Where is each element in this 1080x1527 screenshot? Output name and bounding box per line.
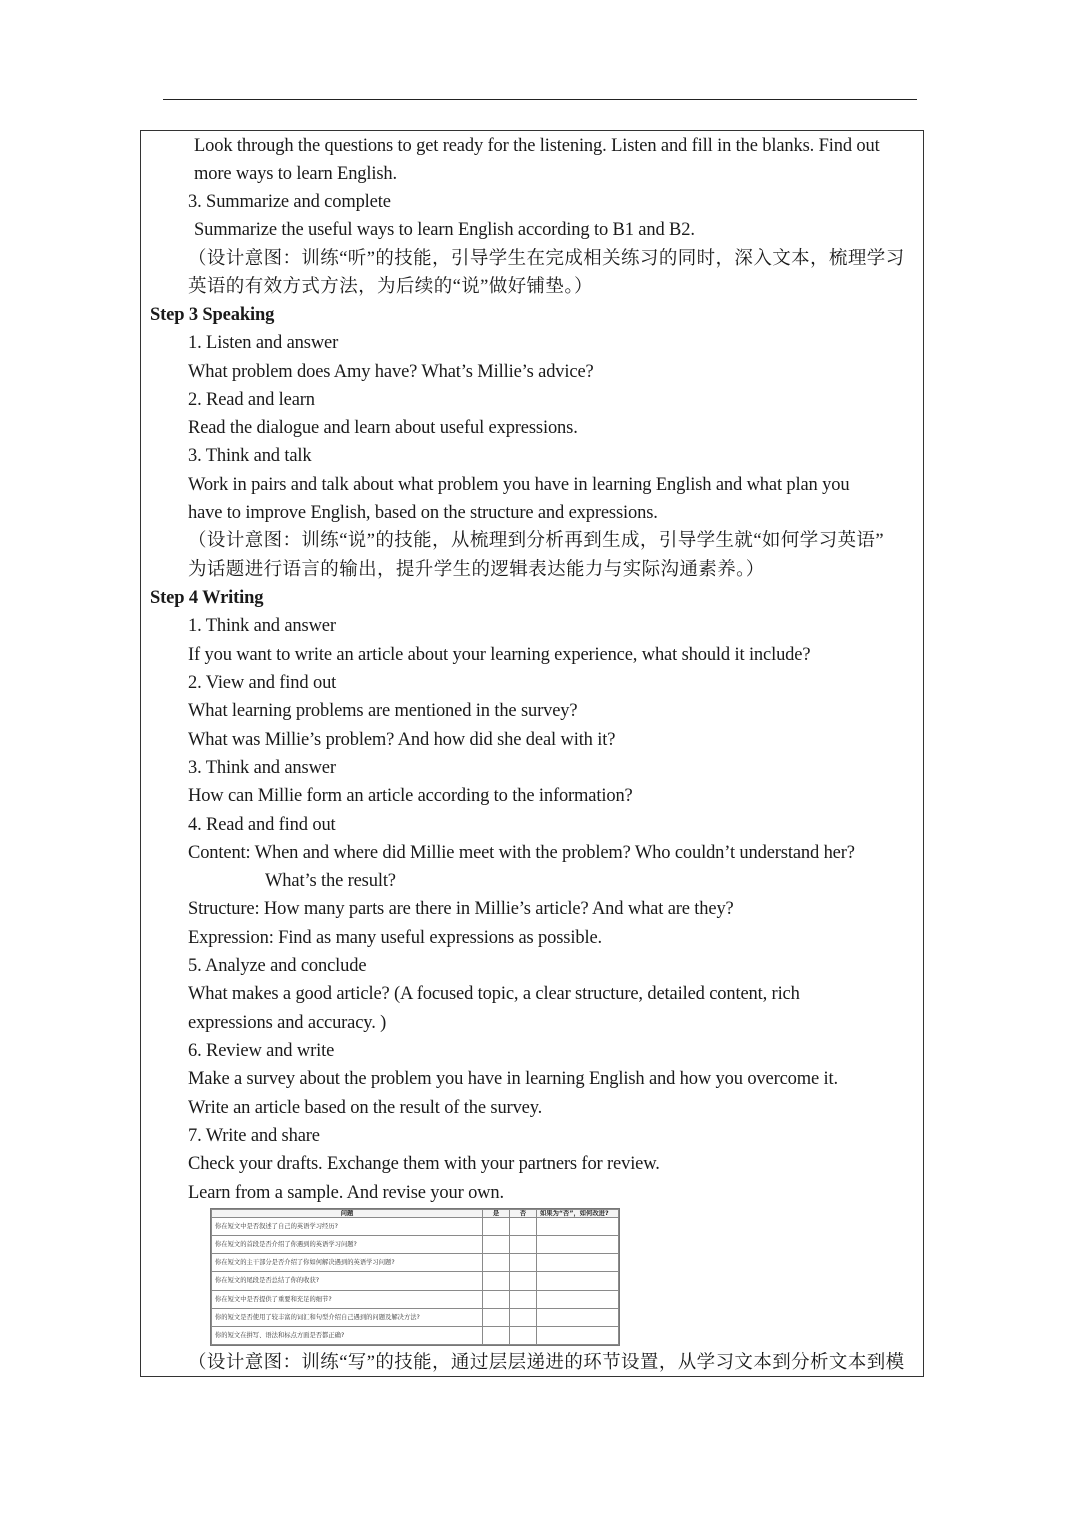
text-line: Learn from a sample. And revise your own. [188,1183,504,1203]
no-cell [510,1254,537,1272]
list-item-heading: 1. Think and answer [188,616,336,636]
question-cell: 你在短文的尾段是否总结了你的收获? [212,1272,483,1290]
improve-cell [537,1290,619,1308]
yes-cell [483,1308,510,1326]
question-cell: 你在短文中是否提供了重要和充足的细节? [212,1290,483,1308]
list-item-heading: 4. Read and find out [188,815,336,835]
improve-cell [537,1236,619,1254]
no-cell [510,1236,537,1254]
text-line: What was Millie’s problem? And how did she deal with it? [188,730,616,750]
column-header-yes: 是 [483,1210,510,1218]
list-item-heading: 1. Listen and answer [188,333,339,353]
yes-cell [483,1254,510,1272]
yes-cell [483,1290,510,1308]
table-row [212,1290,619,1308]
no-cell [510,1290,537,1308]
column-header-improve: 如果为“否”，如何改进? [537,1210,619,1218]
header-rule [163,99,917,100]
list-item-heading: 3. Think and talk [188,446,312,466]
list-item-heading: 5. Analyze and conclude [188,956,367,976]
yes-cell [483,1272,510,1290]
self-check-survey-table [210,1208,620,1346]
list-item-heading: 7. Write and share [188,1126,320,1146]
table-row [212,1218,619,1236]
table-row [212,1236,619,1254]
text-line: Structure: How many parts are there in Millie’s article? And what are they? [188,899,734,919]
design-intent-note: 英语的有效方式方法，为后续的“说”做好铺垫。） [188,277,593,297]
question-cell: 你在短文中是否叙述了自己的英语学习经历? [212,1218,483,1236]
text-line: What makes a good article? (A focused topic, a clear structure, detailed content, rich [188,984,800,1004]
design-intent-note: 为话题进行语言的输出，提升学生的逻辑表达能力与实际沟通素养。） [188,560,765,580]
improve-cell [537,1254,619,1272]
question-cell: 你的短文是否使用了较丰富的词汇和句型介绍自己遇到的问题及解决方法? [212,1308,483,1326]
text-line: What learning problems are mentioned in the survey? [188,701,578,721]
column-header-no: 否 [510,1210,537,1218]
no-cell [510,1272,537,1290]
table-row [212,1272,619,1290]
list-item-heading: 3. Think and answer [188,758,336,778]
table-row [212,1308,619,1326]
text-line: Summarize the useful ways to learn English according to B1 and B2. [194,220,695,240]
yes-cell [483,1236,510,1254]
yes-cell [483,1326,510,1344]
improve-cell [537,1308,619,1326]
text-line: Work in pairs and talk about what problem you have in learning English and what plan you [188,475,850,495]
text-line: have to improve English, based on the structure and expressions. [188,503,658,523]
no-cell [510,1308,537,1326]
text-line: Check your drafts. Exchange them with your partners for review. [188,1154,660,1174]
step-heading-speaking: Step 3 Speaking [150,305,275,325]
question-cell: 你在短文的主干部分是否介绍了你如何解决遇到的英语学习问题? [212,1254,483,1272]
text-line: What problem does Amy have? What’s Millie’s advice? [188,362,594,382]
column-header-question: 问题 [212,1210,483,1218]
table-row [212,1326,619,1344]
list-item-heading: 3. Summarize and complete [188,192,391,212]
step-heading-writing: Step 4 Writing [150,588,264,608]
yes-cell [483,1218,510,1236]
no-cell [510,1326,537,1344]
improve-cell [537,1218,619,1236]
list-item-heading: 2. Read and learn [188,390,315,410]
design-intent-note: （设计意图：训练“写”的技能，通过层层递进的环节设置，从学习文本到分析文本到模 [188,1353,905,1373]
text-line: more ways to learn English. [194,164,398,184]
text-line: Write an article based on the result of the survey. [188,1098,543,1118]
text-line: Content: When and where did Millie meet with the problem? Who couldn’t understand her? [188,843,855,863]
design-intent-note: （设计意图：训练“听”的技能，引导学生在完成相关练习的同时，深入文本，梳理学习 [188,249,905,269]
design-intent-note: （设计意图：训练“说”的技能，从梳理到分析再到生成，引导学生就“如何学习英语” [188,531,884,551]
list-item-heading: 6. Review and write [188,1041,335,1061]
table-row [212,1254,619,1272]
text-line: expressions and accuracy. ) [188,1013,387,1033]
text-line: Make a survey about the problem you have in learning English and how you overcome it. [188,1069,838,1089]
text-line: Expression: Find as many useful expressions as possible. [188,928,602,948]
text-line: What’s the result? [265,871,396,891]
text-line: How can Millie form an article according to the information? [188,786,633,806]
improve-cell [537,1326,619,1344]
table-header-row [212,1210,619,1218]
list-item-heading: 2. View and find out [188,673,337,693]
text-line: Read the dialogue and learn about useful expressions. [188,418,578,438]
question-cell: 你的短文在拼写、语法和标点方面是否都正确? [212,1326,483,1344]
text-line: Look through the questions to get ready for the listening. Listen and fill in the blanks. Find out [194,136,880,156]
question-cell: 你在短文的首段是否介绍了你遇到的英语学习问题? [212,1236,483,1254]
improve-cell [537,1272,619,1290]
no-cell [510,1218,537,1236]
text-line: If you want to write an article about your learning experience, what should it include? [188,645,811,665]
